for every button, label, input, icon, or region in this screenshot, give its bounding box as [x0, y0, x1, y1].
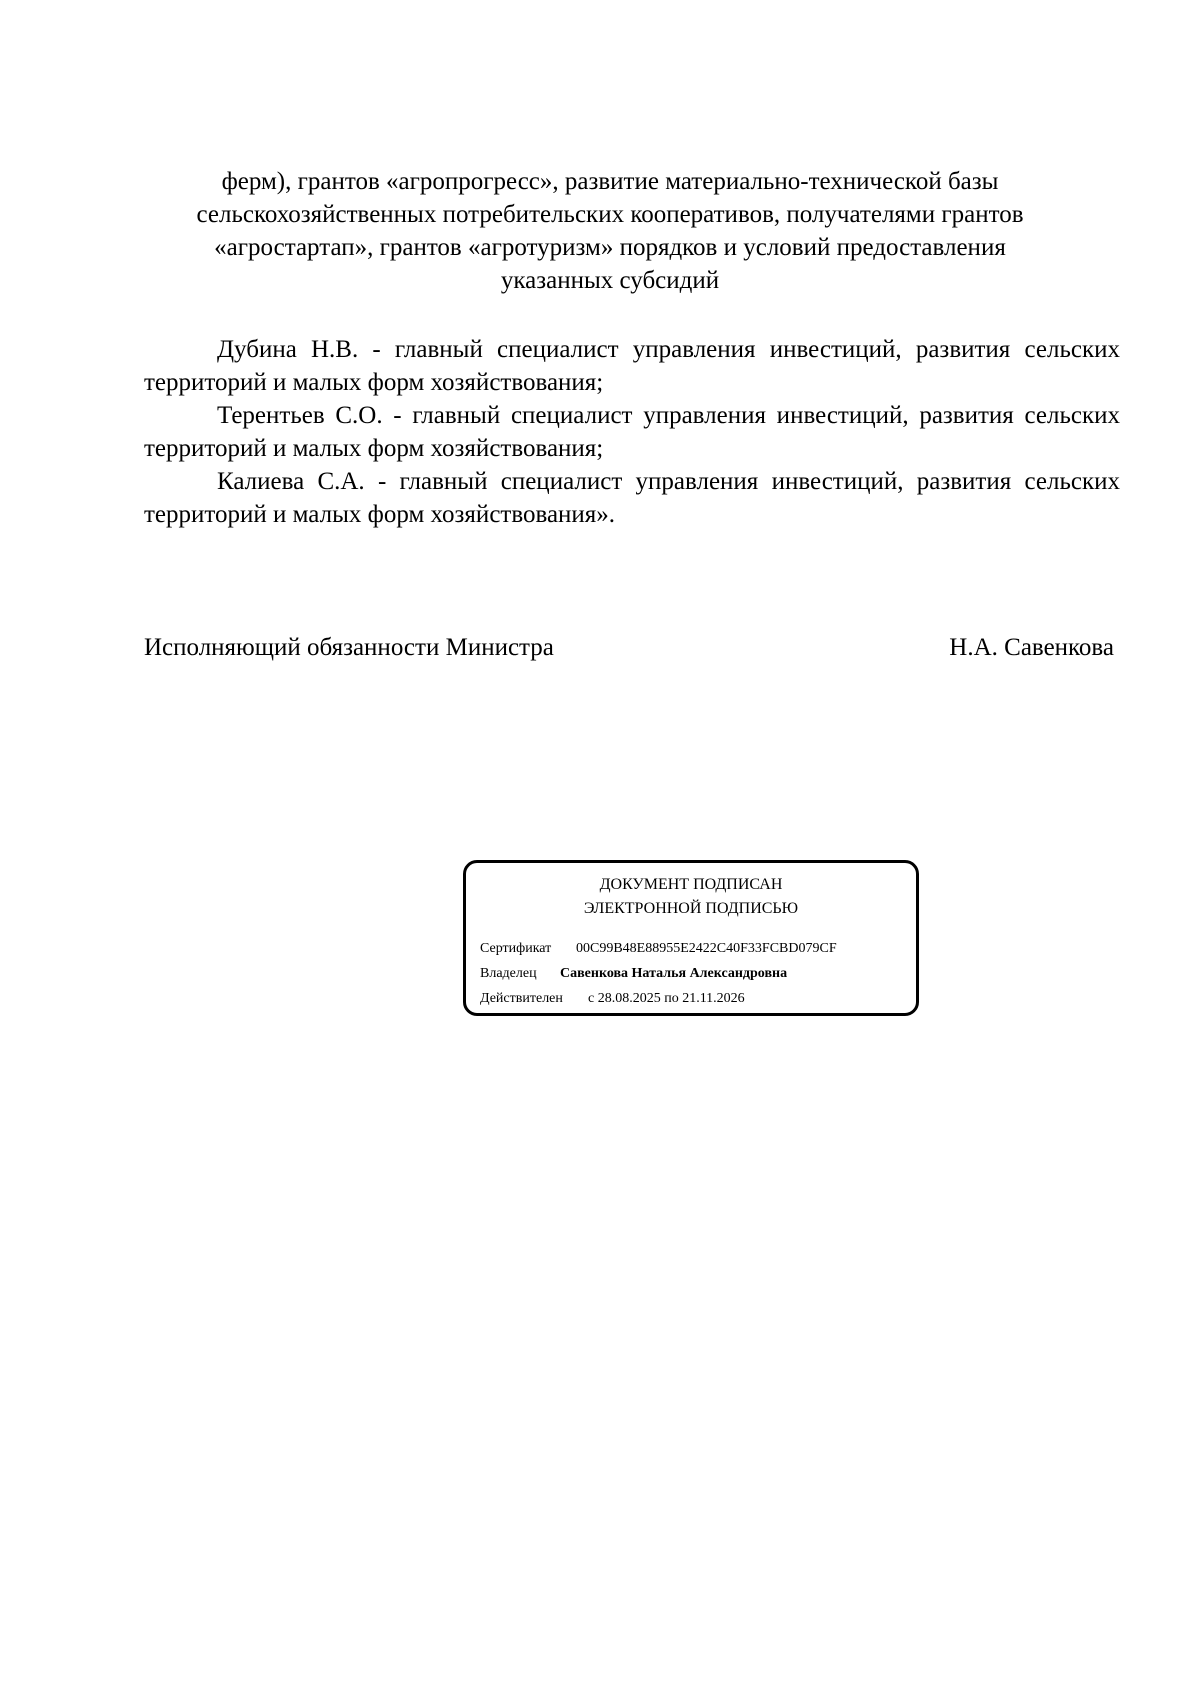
certificate-value: 00C99B48E88955E2422C40F33FCBD079CF [576, 941, 837, 956]
signatory-name: Н.А. Савенкова [949, 634, 1114, 661]
electronic-signature-stamp [463, 860, 919, 1016]
validity-value: с 28.08.2025 по 21.11.2026 [588, 991, 745, 1006]
heading-continuation [130, 165, 1090, 297]
stamp-owner-row [480, 965, 787, 983]
signatory-position: Исполняющий обязанности Министра [144, 634, 554, 661]
stamp-title-line: ЭЛЕКТРОННОЙ ПОДПИСЬЮ [583, 900, 799, 917]
owner-label: Владелец [480, 966, 537, 981]
stamp-title-line: ДОКУМЕНТ ПОДПИСАН [599, 876, 783, 893]
heading-line: ферм), грантов «агропрогресс», развитие материально-технической базы [221, 168, 999, 195]
stamp-validity-row [480, 990, 745, 1008]
member-entry: Терентьев С.О. - главный специалист управления инвестиций, развития сельских территорий и малых форм хозяйствования; [144, 402, 1120, 462]
stamp-certificate-row [480, 940, 837, 958]
heading-line: сельскохозяйственных потребительских кооперативов, получателями грантов [196, 201, 1024, 228]
validity-label: Действителен [480, 991, 563, 1006]
heading-line: указанных субсидий [500, 267, 720, 294]
stamp-title [466, 873, 916, 921]
certificate-label: Сертификат [480, 941, 552, 956]
member-list [144, 333, 1120, 531]
heading-line: «агростартап», грантов «агротуризм» порядков и условий предоставления [214, 234, 1006, 261]
owner-value: Савенкова Наталья Александровна [560, 966, 788, 981]
member-entry: Дубина Н.В. - главный специалист управления инвестиций, развития сельских территорий и малых форм хозяйствования; [144, 336, 1120, 396]
signature-block [144, 631, 1114, 664]
member-entry: Калиева С.А. - главный специалист управления инвестиций, развития сельских территорий и малых форм хозяйствования». [144, 468, 1120, 528]
